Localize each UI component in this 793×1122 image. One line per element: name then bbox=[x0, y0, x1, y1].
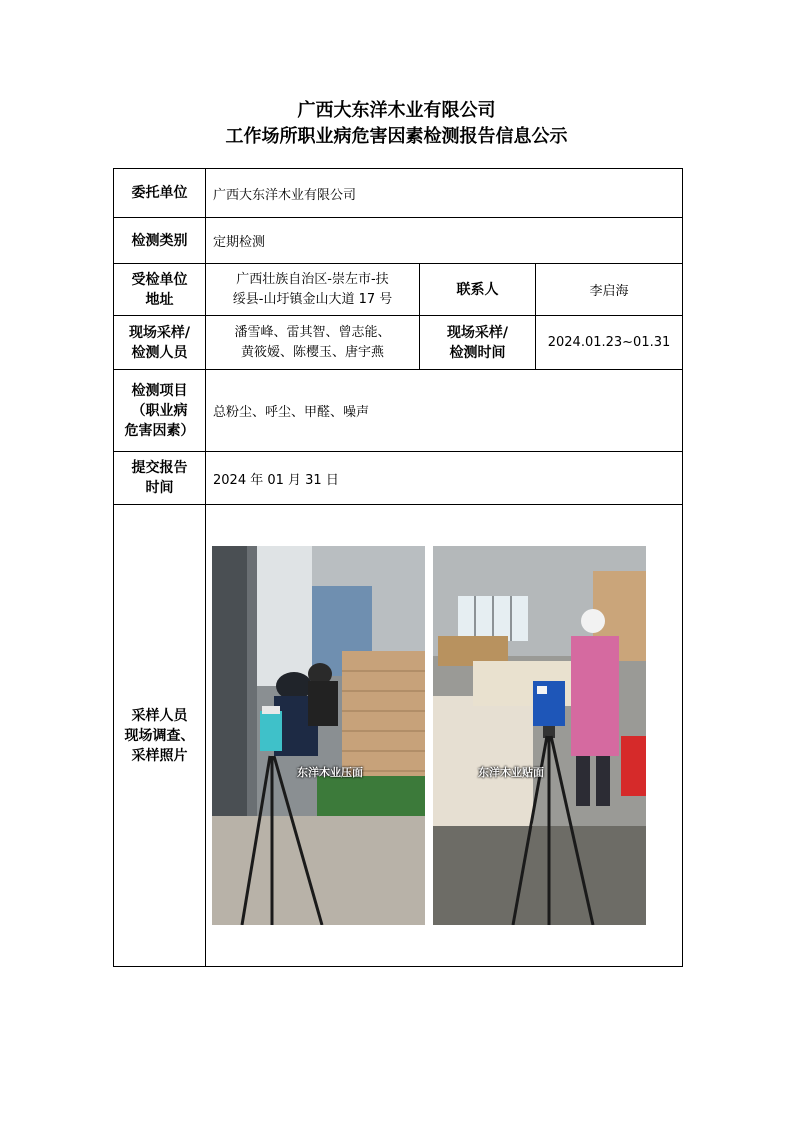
submit-label-line1: 提交报告 bbox=[131, 460, 188, 476]
address-label-line1: 受检单位 bbox=[131, 271, 188, 288]
row-staff bbox=[114, 316, 683, 370]
items-label-line1: 检测项目 bbox=[131, 382, 188, 399]
caption-pressing: 东洋木业压面 bbox=[297, 765, 363, 779]
client-label: 委托单位 bbox=[114, 169, 206, 218]
address-value-line2: 绥县-山圩镇金山大道 17 号 bbox=[232, 291, 393, 307]
category-label: 检测类别 bbox=[114, 218, 206, 264]
submit-value: 2024 年 01 月 31 日 bbox=[206, 452, 683, 505]
items-value: 总粉尘、呼尘、甲醛、噪声 bbox=[206, 370, 683, 452]
staff-label bbox=[114, 316, 206, 370]
photo-veneering bbox=[433, 546, 646, 925]
photos-label-line2: 现场调查、 bbox=[124, 727, 195, 744]
address-value-line1: 广西壮族自治区-崇左市-扶 bbox=[236, 271, 389, 287]
row-address bbox=[114, 264, 683, 316]
staff-value-line2: 黄筱嫒、陈樱玉、唐宇燕 bbox=[240, 344, 384, 360]
photos-container bbox=[206, 506, 682, 966]
row-items bbox=[114, 370, 683, 452]
photos-label-line1: 采样人员 bbox=[131, 707, 188, 724]
photos-label bbox=[114, 505, 206, 967]
info-table bbox=[113, 168, 683, 967]
items-label bbox=[114, 370, 206, 452]
sampling-time-label-line1: 现场采样/ bbox=[446, 324, 509, 341]
company-title: 广西大东洋木业有限公司 bbox=[297, 100, 496, 121]
staff-value-line1: 潘雪峰、雷其智、曾志能、 bbox=[234, 324, 391, 340]
category-value: 定期检测 bbox=[206, 218, 683, 264]
staff-label-line2: 检测人员 bbox=[131, 344, 188, 361]
photos-label-line3: 采样照片 bbox=[131, 747, 188, 764]
contact-label: 联系人 bbox=[420, 264, 536, 316]
staff-value bbox=[206, 316, 420, 370]
photo-pressing bbox=[212, 546, 425, 925]
caption-veneering: 东洋木业贴面 bbox=[478, 765, 544, 779]
address-label bbox=[114, 264, 206, 316]
staff-label-line1: 现场采样/ bbox=[128, 324, 191, 341]
row-submit bbox=[114, 452, 683, 505]
row-photos bbox=[114, 505, 683, 967]
address-value bbox=[206, 264, 420, 316]
submit-label bbox=[114, 452, 206, 505]
sampling-time-label bbox=[420, 316, 536, 370]
submit-label-line2: 时间 bbox=[145, 480, 174, 496]
row-client bbox=[114, 169, 683, 218]
sampling-time-label-line2: 检测时间 bbox=[449, 344, 506, 361]
sampling-time-value: 2024.01.23~01.31 bbox=[536, 316, 683, 370]
photo-veneering-image bbox=[433, 546, 646, 925]
client-value: 广西大东洋木业有限公司 bbox=[206, 169, 683, 218]
contact-value: 李启海 bbox=[536, 264, 683, 316]
items-label-line2: （职业病 bbox=[131, 402, 188, 419]
items-label-line3: 危害因素） bbox=[124, 422, 195, 439]
photo-pressing-image bbox=[212, 546, 425, 925]
row-category bbox=[114, 218, 683, 264]
address-label-line2: 地址 bbox=[145, 291, 174, 308]
photos-cell bbox=[206, 505, 683, 967]
report-title: 工作场所职业病危害因素检测报告信息公示 bbox=[225, 126, 568, 147]
